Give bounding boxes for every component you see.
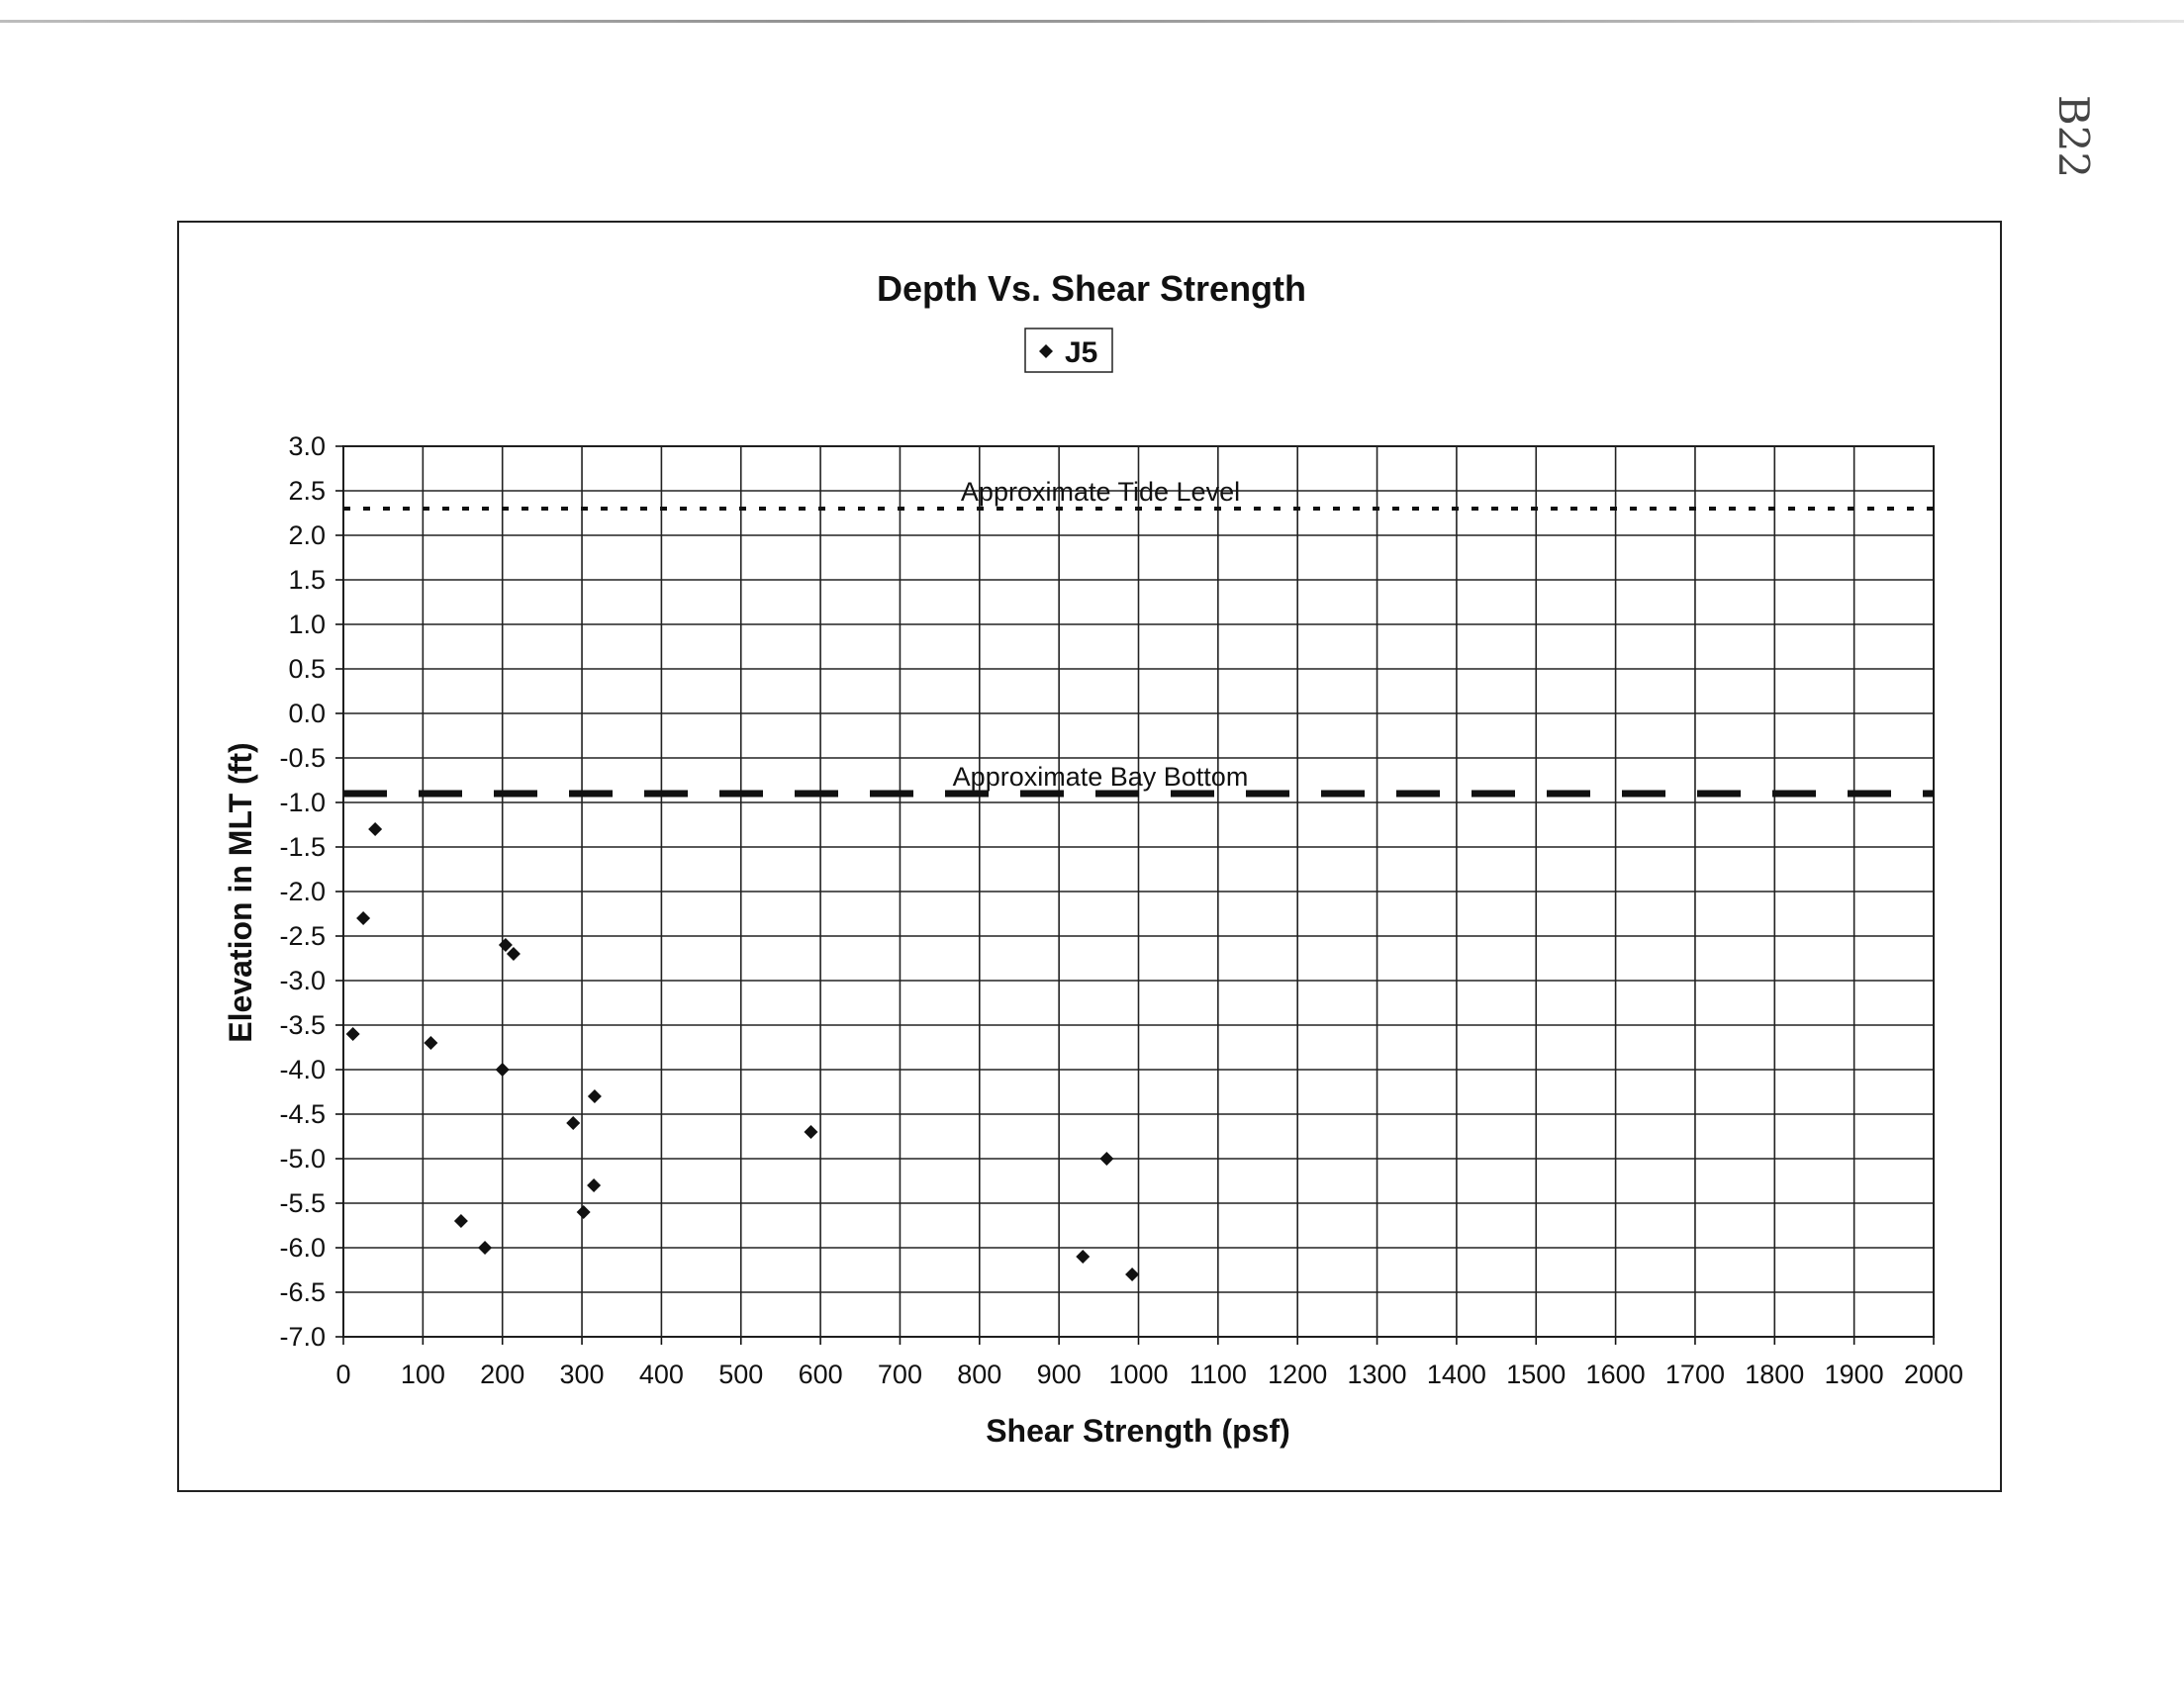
y-tick-label: -1.5 (279, 832, 326, 862)
x-tick-label: 1400 (1426, 1360, 1486, 1389)
x-tick-label: 400 (638, 1360, 684, 1389)
x-tick-label: 1200 (1268, 1360, 1328, 1389)
y-tick-label: 3.0 (288, 431, 326, 461)
y-tick-label: 2.5 (288, 476, 326, 506)
y-tick-label: 1.5 (288, 565, 326, 595)
y-tick-label: -6.0 (279, 1233, 326, 1263)
x-tick-label: 200 (480, 1360, 525, 1389)
x-tick-label: 1300 (1347, 1360, 1407, 1389)
y-tick-label: 2.0 (288, 520, 326, 550)
y-tick-label: -4.0 (279, 1055, 326, 1084)
x-tick-label: 1000 (1108, 1360, 1169, 1389)
plot-area (335, 446, 1934, 1345)
y-tick-label: -4.5 (279, 1099, 326, 1129)
x-tick-label: 600 (798, 1360, 843, 1389)
y-tick-label: -7.0 (279, 1322, 326, 1352)
x-tick-label: 900 (1036, 1360, 1082, 1389)
y-tick-label: -2.5 (279, 921, 326, 951)
x-tick-label: 1600 (1585, 1360, 1646, 1389)
x-tick-label: 1900 (1824, 1360, 1884, 1389)
y-tick-label: -6.5 (279, 1277, 326, 1307)
x-tick-label: 100 (400, 1360, 445, 1389)
legend (1025, 329, 1112, 372)
y-tick-label: -1.0 (279, 788, 326, 817)
x-tick-label: 0 (335, 1360, 351, 1389)
x-tick-label: 800 (957, 1360, 1002, 1389)
x-tick-label: 1100 (1188, 1360, 1247, 1389)
y-tick-label: -5.5 (279, 1188, 326, 1218)
y-axis-label: Elevation in MLT (ft) (223, 742, 258, 1043)
x-tick-label: 1500 (1506, 1360, 1567, 1389)
x-tick-label: 300 (559, 1360, 605, 1389)
bay-bottom-label: Approximate Bay Bottom (952, 762, 1249, 792)
x-tick-label: 2000 (1903, 1360, 1964, 1389)
legend-label: J5 (1065, 336, 1098, 369)
page-number-mark: B22 (2049, 94, 2098, 179)
x-tick-label: 1800 (1745, 1360, 1805, 1389)
chart-title: Depth Vs. Shear Strength (876, 268, 1307, 309)
y-tick-label: -0.5 (279, 743, 326, 773)
y-tick-label: 1.0 (288, 610, 326, 639)
x-tick-label: 500 (718, 1360, 764, 1389)
y-tick-label: 0.5 (288, 654, 326, 684)
x-axis-tick-labels (335, 1360, 1963, 1389)
x-axis-label: Shear Strength (psf) (986, 1413, 1290, 1449)
y-tick-label: 0.0 (288, 699, 326, 728)
y-tick-label: -5.0 (279, 1144, 326, 1174)
y-tick-label: -3.0 (279, 966, 326, 995)
x-tick-label: 700 (877, 1360, 922, 1389)
tide-level-label: Approximate Tide Level (960, 477, 1241, 507)
y-tick-label: -2.0 (279, 877, 326, 906)
x-tick-label: 1700 (1664, 1360, 1725, 1389)
y-tick-label: -3.5 (279, 1010, 326, 1040)
